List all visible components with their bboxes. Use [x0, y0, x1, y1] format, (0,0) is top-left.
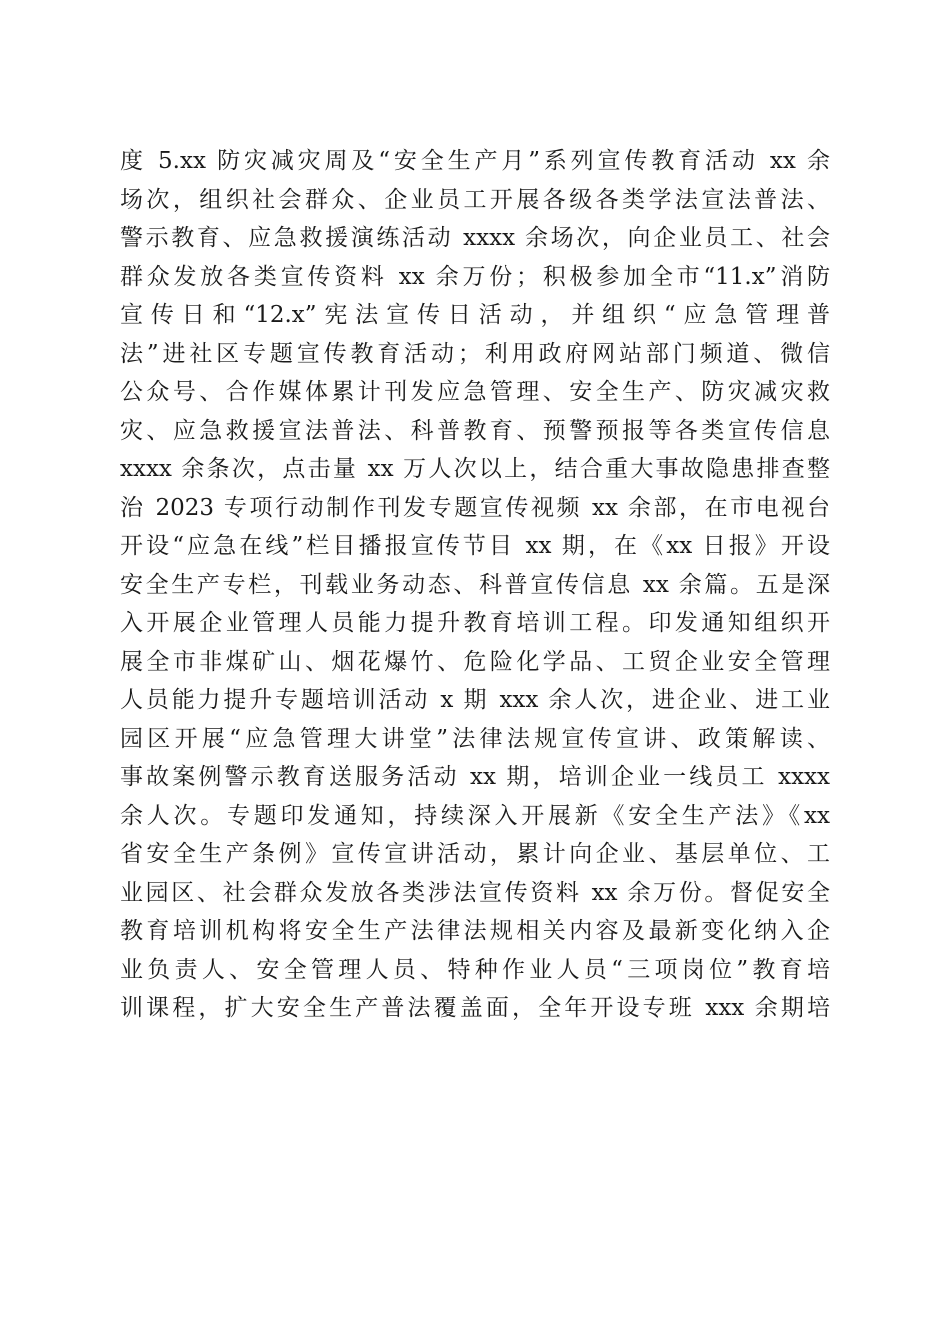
text-line-23: 训课程，扩大安全生产普法覆盖面，全年开设专班 xxx 余期培 — [120, 995, 830, 1021]
text-line-16: 园区开展“应急管理大讲堂”法律法规宣传宣讲、政策解读、 — [120, 725, 830, 752]
text-line-7: 公众号、合作媒体累计刊发应急管理、安全生产、防灾减灾救 — [120, 379, 830, 405]
text-line-11: 开设“应急在线”栏目播报宣传节目 xx 期，在《xx 日报》开设 — [120, 533, 830, 559]
text-line-17: 事故案例警示教育送服务活动 xx 期，培训企业一线员工 xxxx — [120, 764, 830, 790]
text-line-14: 展全市非煤矿山、烟花爆竹、危险化学品、工贸企业安全管理 — [120, 648, 830, 675]
text-line-9: xxxx 余条次，点击量 xx 万人次以上，结合重大事故隐患排查整 — [120, 456, 830, 482]
text-line-22: 业负责人、安全管理人员、特种作业人员“三项岗位”教育培 — [120, 956, 830, 983]
text-line-5: 宣传日和“12.x”宪法宣传日活动，并组织“应急管理普 — [120, 302, 830, 328]
text-line-10: 治 2023 专项行动制作刊发专题宣传视频 xx 余部，在市电视台 — [120, 494, 830, 521]
text-line-6: 法”进社区专题宣传教育活动；利用政府网站部门频道、微信 — [120, 340, 830, 367]
text-line-19: 省安全生产条例》宣传宣讲活动，累计向企业、基层单位、工 — [120, 841, 830, 867]
body-text — [120, 142, 830, 1028]
text-line-20: 业园区、社会群众发放各类涉法宣传资料 xx 余万份。督促安全 — [120, 879, 830, 906]
text-line-13: 入开展企业管理人员能力提升教育培训工程。印发通知组织开 — [120, 610, 830, 636]
text-line-4: 群众发放各类宣传资料 xx 余万份；积极参加全市“11.x”消防 — [120, 263, 830, 290]
text-line-18: 余人次。专题印发通知，持续深入开展新《安全生产法》《xx — [120, 802, 830, 829]
text-line-12: 安全生产专栏，刊载业务动态、科普宣传信息 xx 余篇。五是深 — [120, 571, 830, 598]
text-line-15: 人员能力提升专题培训活动 x 期 xxx 余人次，进企业、进工业 — [120, 687, 830, 713]
text-line-1: 度 5.xx 防灾减灾周及“安全生产月”系列宣传教育活动 xx 余 — [120, 148, 830, 174]
text-line-8: 灾、应急救援宣法普法、科普教育、预警预报等各类宣传信息 — [120, 417, 830, 444]
text-line-3: 警示教育、应急救援演练活动 xxxx 余场次，向企业员工、社会 — [120, 225, 830, 251]
text-line-21: 教育培训机构将安全生产法律法规相关内容及最新变化纳入企 — [120, 918, 830, 944]
text-line-2: 场次，组织社会群众、企业员工开展各级各类学法宣法普法、 — [120, 186, 830, 213]
